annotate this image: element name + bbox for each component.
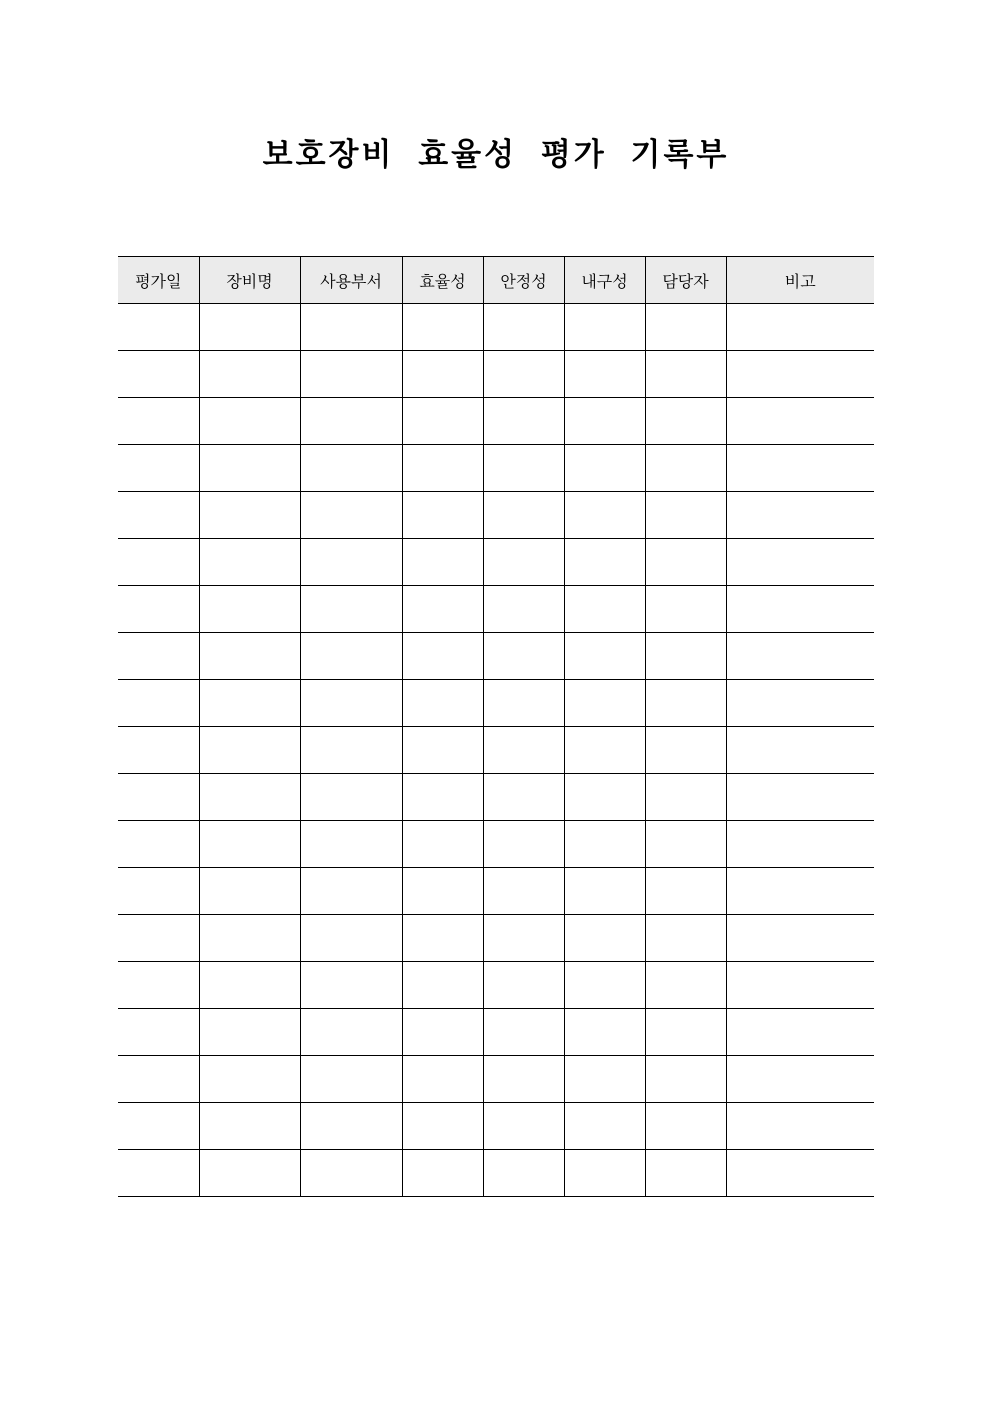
cell-department[interactable]	[300, 539, 402, 586]
cell-person-in-charge[interactable]	[645, 633, 726, 680]
cell-equipment-name[interactable]	[199, 1056, 300, 1103]
header-person-in-charge: 담당자	[645, 257, 726, 304]
header-efficiency: 효율성	[402, 257, 483, 304]
cell-stability[interactable]	[483, 868, 564, 915]
cell-durability[interactable]	[564, 586, 645, 633]
cell-evaluation-date[interactable]	[118, 633, 199, 680]
cell-person-in-charge[interactable]	[645, 868, 726, 915]
cell-person-in-charge[interactable]	[645, 1009, 726, 1056]
cell-stability[interactable]	[483, 445, 564, 492]
cell-efficiency[interactable]	[402, 1009, 483, 1056]
cell-equipment-name[interactable]	[199, 304, 300, 351]
cell-equipment-name[interactable]	[199, 586, 300, 633]
cell-durability[interactable]	[564, 445, 645, 492]
cell-durability[interactable]	[564, 727, 645, 774]
cell-equipment-name[interactable]	[199, 539, 300, 586]
cell-equipment-name[interactable]	[199, 492, 300, 539]
table-header-row	[118, 257, 874, 304]
cell-efficiency[interactable]	[402, 1150, 483, 1197]
cell-evaluation-date[interactable]	[118, 915, 199, 962]
cell-person-in-charge[interactable]	[645, 915, 726, 962]
cell-durability[interactable]	[564, 821, 645, 868]
cell-equipment-name[interactable]	[199, 351, 300, 398]
cell-evaluation-date[interactable]	[118, 1009, 199, 1056]
cell-stability[interactable]	[483, 680, 564, 727]
table-row	[118, 492, 874, 539]
cell-stability[interactable]	[483, 1009, 564, 1056]
cell-person-in-charge[interactable]	[645, 1056, 726, 1103]
cell-durability[interactable]	[564, 539, 645, 586]
cell-department[interactable]	[300, 962, 402, 1009]
cell-efficiency[interactable]	[402, 1103, 483, 1150]
cell-department[interactable]	[300, 304, 402, 351]
cell-remarks[interactable]	[726, 304, 874, 351]
cell-person-in-charge[interactable]	[645, 774, 726, 821]
cell-efficiency[interactable]	[402, 445, 483, 492]
cell-person-in-charge[interactable]	[645, 680, 726, 727]
cell-durability[interactable]	[564, 1056, 645, 1103]
cell-durability[interactable]	[564, 1103, 645, 1150]
cell-person-in-charge[interactable]	[645, 539, 726, 586]
table-row	[118, 962, 874, 1009]
cell-durability[interactable]	[564, 962, 645, 1009]
cell-durability[interactable]	[564, 633, 645, 680]
cell-efficiency[interactable]	[402, 351, 483, 398]
table-row	[118, 1150, 874, 1197]
cell-evaluation-date[interactable]	[118, 868, 199, 915]
cell-department[interactable]	[300, 586, 402, 633]
cell-equipment-name[interactable]	[199, 915, 300, 962]
cell-equipment-name[interactable]	[199, 1103, 300, 1150]
cell-equipment-name[interactable]	[199, 821, 300, 868]
cell-department[interactable]	[300, 915, 402, 962]
cell-person-in-charge[interactable]	[645, 351, 726, 398]
cell-efficiency[interactable]	[402, 398, 483, 445]
cell-durability[interactable]	[564, 774, 645, 821]
cell-durability[interactable]	[564, 304, 645, 351]
cell-stability[interactable]	[483, 304, 564, 351]
cell-stability[interactable]	[483, 774, 564, 821]
cell-durability[interactable]	[564, 492, 645, 539]
table-row	[118, 774, 874, 821]
cell-efficiency[interactable]	[402, 680, 483, 727]
cell-equipment-name[interactable]	[199, 680, 300, 727]
cell-equipment-name[interactable]	[199, 868, 300, 915]
cell-remarks[interactable]	[726, 539, 874, 586]
cell-equipment-name[interactable]	[199, 727, 300, 774]
cell-evaluation-date[interactable]	[118, 680, 199, 727]
cell-department[interactable]	[300, 351, 402, 398]
cell-remarks[interactable]	[726, 868, 874, 915]
cell-remarks[interactable]	[726, 1150, 874, 1197]
cell-stability[interactable]	[483, 351, 564, 398]
cell-evaluation-date[interactable]	[118, 492, 199, 539]
cell-person-in-charge[interactable]	[645, 492, 726, 539]
table-row	[118, 868, 874, 915]
cell-stability[interactable]	[483, 492, 564, 539]
cell-department[interactable]	[300, 1056, 402, 1103]
cell-equipment-name[interactable]	[199, 1150, 300, 1197]
cell-equipment-name[interactable]	[199, 445, 300, 492]
cell-person-in-charge[interactable]	[645, 1150, 726, 1197]
table-row	[118, 680, 874, 727]
cell-evaluation-date[interactable]	[118, 445, 199, 492]
cell-evaluation-date[interactable]	[118, 962, 199, 1009]
page-title: 보호장비 효율성 평가 기록부	[262, 137, 730, 173]
cell-equipment-name[interactable]	[199, 962, 300, 1009]
cell-stability[interactable]	[483, 821, 564, 868]
cell-evaluation-date[interactable]	[118, 821, 199, 868]
cell-durability[interactable]	[564, 915, 645, 962]
cell-durability[interactable]	[564, 680, 645, 727]
cell-person-in-charge[interactable]	[645, 962, 726, 1009]
cell-durability[interactable]	[564, 868, 645, 915]
cell-equipment-name[interactable]	[199, 774, 300, 821]
cell-remarks[interactable]	[726, 821, 874, 868]
cell-efficiency[interactable]	[402, 586, 483, 633]
evaluation-record-table	[118, 256, 874, 1197]
cell-efficiency[interactable]	[402, 821, 483, 868]
cell-person-in-charge[interactable]	[645, 821, 726, 868]
header-stability: 안정성	[483, 257, 564, 304]
cell-efficiency[interactable]	[402, 539, 483, 586]
header-evaluation-date: 평가일	[118, 257, 199, 304]
cell-department[interactable]	[300, 492, 402, 539]
cell-efficiency[interactable]	[402, 1056, 483, 1103]
table-row	[118, 727, 874, 774]
table-row	[118, 586, 874, 633]
cell-remarks[interactable]	[726, 774, 874, 821]
cell-stability[interactable]	[483, 398, 564, 445]
cell-person-in-charge[interactable]	[645, 586, 726, 633]
cell-equipment-name[interactable]	[199, 1009, 300, 1056]
cell-efficiency[interactable]	[402, 962, 483, 1009]
table-body	[118, 304, 874, 1197]
cell-remarks[interactable]	[726, 351, 874, 398]
cell-efficiency[interactable]	[402, 633, 483, 680]
cell-remarks[interactable]	[726, 1103, 874, 1150]
cell-durability[interactable]	[564, 1150, 645, 1197]
cell-durability[interactable]	[564, 398, 645, 445]
cell-equipment-name[interactable]	[199, 633, 300, 680]
cell-person-in-charge[interactable]	[645, 445, 726, 492]
table-row	[118, 1056, 874, 1103]
cell-stability[interactable]	[483, 633, 564, 680]
cell-person-in-charge[interactable]	[645, 727, 726, 774]
cell-stability[interactable]	[483, 1150, 564, 1197]
table-row	[118, 633, 874, 680]
cell-stability[interactable]	[483, 915, 564, 962]
cell-stability[interactable]	[483, 586, 564, 633]
cell-remarks[interactable]	[726, 492, 874, 539]
cell-evaluation-date[interactable]	[118, 351, 199, 398]
cell-evaluation-date[interactable]	[118, 304, 199, 351]
table-row	[118, 539, 874, 586]
cell-evaluation-date[interactable]	[118, 774, 199, 821]
cell-department[interactable]	[300, 868, 402, 915]
cell-evaluation-date[interactable]	[118, 1150, 199, 1197]
cell-department[interactable]	[300, 445, 402, 492]
cell-department[interactable]	[300, 1009, 402, 1056]
table-row	[118, 304, 874, 351]
cell-efficiency[interactable]	[402, 304, 483, 351]
cell-remarks[interactable]	[726, 1009, 874, 1056]
cell-department[interactable]	[300, 774, 402, 821]
cell-department[interactable]	[300, 633, 402, 680]
cell-person-in-charge[interactable]	[645, 398, 726, 445]
table-row	[118, 445, 874, 492]
cell-evaluation-date[interactable]	[118, 398, 199, 445]
cell-remarks[interactable]	[726, 962, 874, 1009]
cell-remarks[interactable]	[726, 727, 874, 774]
cell-stability[interactable]	[483, 962, 564, 1009]
cell-efficiency[interactable]	[402, 915, 483, 962]
cell-remarks[interactable]	[726, 1056, 874, 1103]
cell-remarks[interactable]	[726, 915, 874, 962]
cell-efficiency[interactable]	[402, 774, 483, 821]
cell-department[interactable]	[300, 821, 402, 868]
cell-evaluation-date[interactable]	[118, 727, 199, 774]
table-row	[118, 821, 874, 868]
table-row	[118, 915, 874, 962]
cell-department[interactable]	[300, 398, 402, 445]
cell-person-in-charge[interactable]	[645, 304, 726, 351]
cell-stability[interactable]	[483, 1056, 564, 1103]
table-row	[118, 1009, 874, 1056]
cell-stability[interactable]	[483, 539, 564, 586]
table-row	[118, 398, 874, 445]
cell-evaluation-date[interactable]	[118, 586, 199, 633]
cell-evaluation-date[interactable]	[118, 1103, 199, 1150]
cell-remarks[interactable]	[726, 680, 874, 727]
header-department: 사용부서	[300, 257, 402, 304]
cell-remarks[interactable]	[726, 586, 874, 633]
cell-remarks[interactable]	[726, 398, 874, 445]
cell-stability[interactable]	[483, 727, 564, 774]
cell-evaluation-date[interactable]	[118, 539, 199, 586]
cell-department[interactable]	[300, 1103, 402, 1150]
cell-remarks[interactable]	[726, 445, 874, 492]
cell-department[interactable]	[300, 680, 402, 727]
cell-remarks[interactable]	[726, 633, 874, 680]
cell-equipment-name[interactable]	[199, 398, 300, 445]
cell-durability[interactable]	[564, 1009, 645, 1056]
cell-evaluation-date[interactable]	[118, 1056, 199, 1103]
cell-efficiency[interactable]	[402, 727, 483, 774]
cell-person-in-charge[interactable]	[645, 1103, 726, 1150]
table-row	[118, 351, 874, 398]
cell-efficiency[interactable]	[402, 492, 483, 539]
header-remarks: 비고	[726, 257, 874, 304]
cell-efficiency[interactable]	[402, 868, 483, 915]
cell-department[interactable]	[300, 1150, 402, 1197]
cell-durability[interactable]	[564, 351, 645, 398]
table-row	[118, 1103, 874, 1150]
header-durability: 내구성	[564, 257, 645, 304]
header-equipment-name: 장비명	[199, 257, 300, 304]
cell-stability[interactable]	[483, 1103, 564, 1150]
cell-department[interactable]	[300, 727, 402, 774]
